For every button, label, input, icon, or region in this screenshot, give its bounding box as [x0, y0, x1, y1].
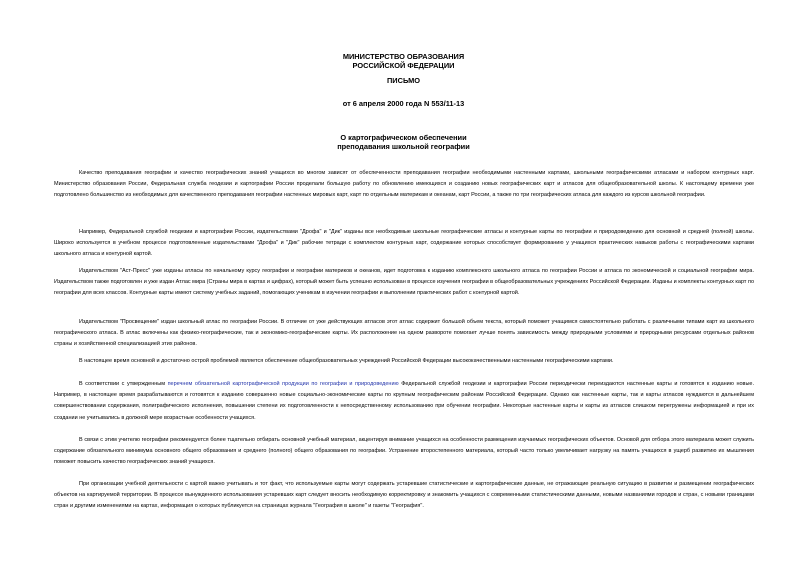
body-paragraph-1: Качество преподавания географии и качество географических знаний учащихся во многом зависят от обеспеченности преподавания географии необходимыми настенными картами, школьными географическими атласами и набором контурных карт. Министерство образования России, Федеральная служба геодезии и картографии России проделали большую работу по обновлению имеющихся и созданию новых географических карт и атласов для общеобразовательной школы. К настоящему времени уже подготовлено большинство из необходимых для качественного преподавания географии настенных мировых карт, карт по отдельным материкам и океанам, карт России, а также по три географических атласа для каждого из курсов школьной географии. — [54, 170, 754, 199]
body-paragraph-8: При организации учебной деятельности с картой важно учитывать и тот факт, что используемые карты могут содержать устаревшие статистические и картографические данные, не отражающие реальную ситуацию в развитии и размещении географических объектов на картируемой территории. В процессе вынужденного использования устаревших карт следует вносить необходимую корректировку и знакомить учащихся с современными статистическими данными, новыми названиями городов и стран, с новыми границами стран и другими изменениями на картах, информация о которых публикуется на страницах журнала "География в школе" и газеты "География". — [54, 481, 754, 510]
document-date-number: от 6 апреля 2000 года N 553/11-13 — [342, 99, 465, 108]
document-subject — [0, 133, 807, 151]
body-paragraph-2: Например, Федеральной службой геодезии и картографии России, издательствами "Дрофа" и "Дик" изданы все необходимые школьные географические атласы и контурные карты по географии и природоведению для основной и средней (полной) школы. Широко используется в учебном процессе подготовленные издательствами "Дрофа" и "Дик" рабочие тетради с комплектом контурных карт, содержание которых способствует формированию у учащихся практических навыков работы с географическими картами школьного атласа и контурной картой. — [54, 229, 754, 258]
paragraph-6-rest-text: Федеральной службой геодезии и картографии России периодически переиздаются настенные карты и готовятся к изданию новые. Например, в настоящее время разрабатываются и готовятся к изданию совершенно новые социально-экономические карты по крупным географическим районам Российской Федерации. Однако как настенные карты, так и карты атласов нуждаются в дальнейшем совершенствовании содержания, полиграфического исполнения, повышении степени их подготовленности к непосредственному использованию при обучении географии. Некоторые настенные карты и карты из атласов слишком перегружены информацией и при их создании не учитывались в должной мере возрастные особенности учащихся. — [54, 381, 754, 421]
document-type: ПИСЬМО — [387, 76, 420, 85]
document-subject-line1: О картографическом обеспечении — [340, 133, 467, 142]
document-subject-line2: преподавания школьной географии — [337, 142, 470, 151]
ministry-title-line1: МИНИСТЕРСТВО ОБРАЗОВАНИЯ — [342, 52, 465, 61]
body-paragraph-4: Издательством "Просвещение" издан школьный атлас по географии России. В отличие от уже действующих атласов этот атлас содержит большой объем текста, который поможет учащимся самостоятельно работать с различными типами карт из школьного географического атласа. В атлас включены как физико-географические, так и экономико-географические карты. Их расположение на одном развороте помогает лучше понять зависимость между природными условиями и природными ресурсами отдельных районов страны и хозяйственной специализацией этих районов. — [54, 319, 754, 348]
ministry-title-line2: РОССИЙСКОЙ ФЕДЕРАЦИИ — [352, 61, 455, 70]
body-paragraph-5: В настоящее время основной и достаточно острой проблемой является обеспечение общеобразовательных учреждений Российской Федерации высококачественными настенными географическими картами. — [79, 358, 614, 364]
body-paragraph-3: Издательством "Аст-Пресс" уже изданы атласы по начальному курсу географии и географии материков и океанов, идет подготовка к изданию комплексного школьного атласа по географии России и атласа по экономической и социальной географии мира. Издательством также подготовлен и уже издан Атлас мира (Страны мира в картах и цифрах), который может быть успешно использован в процессе изучения географии в общеобразовательных учреждениях Российской Федерации. Изданы и комплекты контурных карт по географии для всех классов. Контурные карты имеют систему учебных заданий, помогающих ученикам в изучении географии и выполнении практических работ с контурной картой. — [54, 268, 755, 297]
body-paragraph-7: В связи с этим учителю географии рекомендуется более тщательно отбирать основной учебный материал, акцентируя внимание учащихся на особенности размещения изучаемых географических объектов. Основой для отбора этого материала может служить содержание обязательного минимума основного общего образования и среднего (полного) общего образования по географии. Устранение второстепенного материала, который часто только увеличивает нагрузку на память учащихся в ущерб развитию их мышления поможет повысить качество географических знаний учащихся. — [54, 437, 754, 466]
cartographic-products-list-link[interactable]: перечнем обязательной картографической продукции по географии и природоведению — [167, 381, 399, 387]
body-paragraph-6 — [54, 379, 754, 424]
ministry-title — [0, 52, 807, 70]
paragraph-6-lead-text: В соответствии с утвержденным — [79, 381, 168, 387]
